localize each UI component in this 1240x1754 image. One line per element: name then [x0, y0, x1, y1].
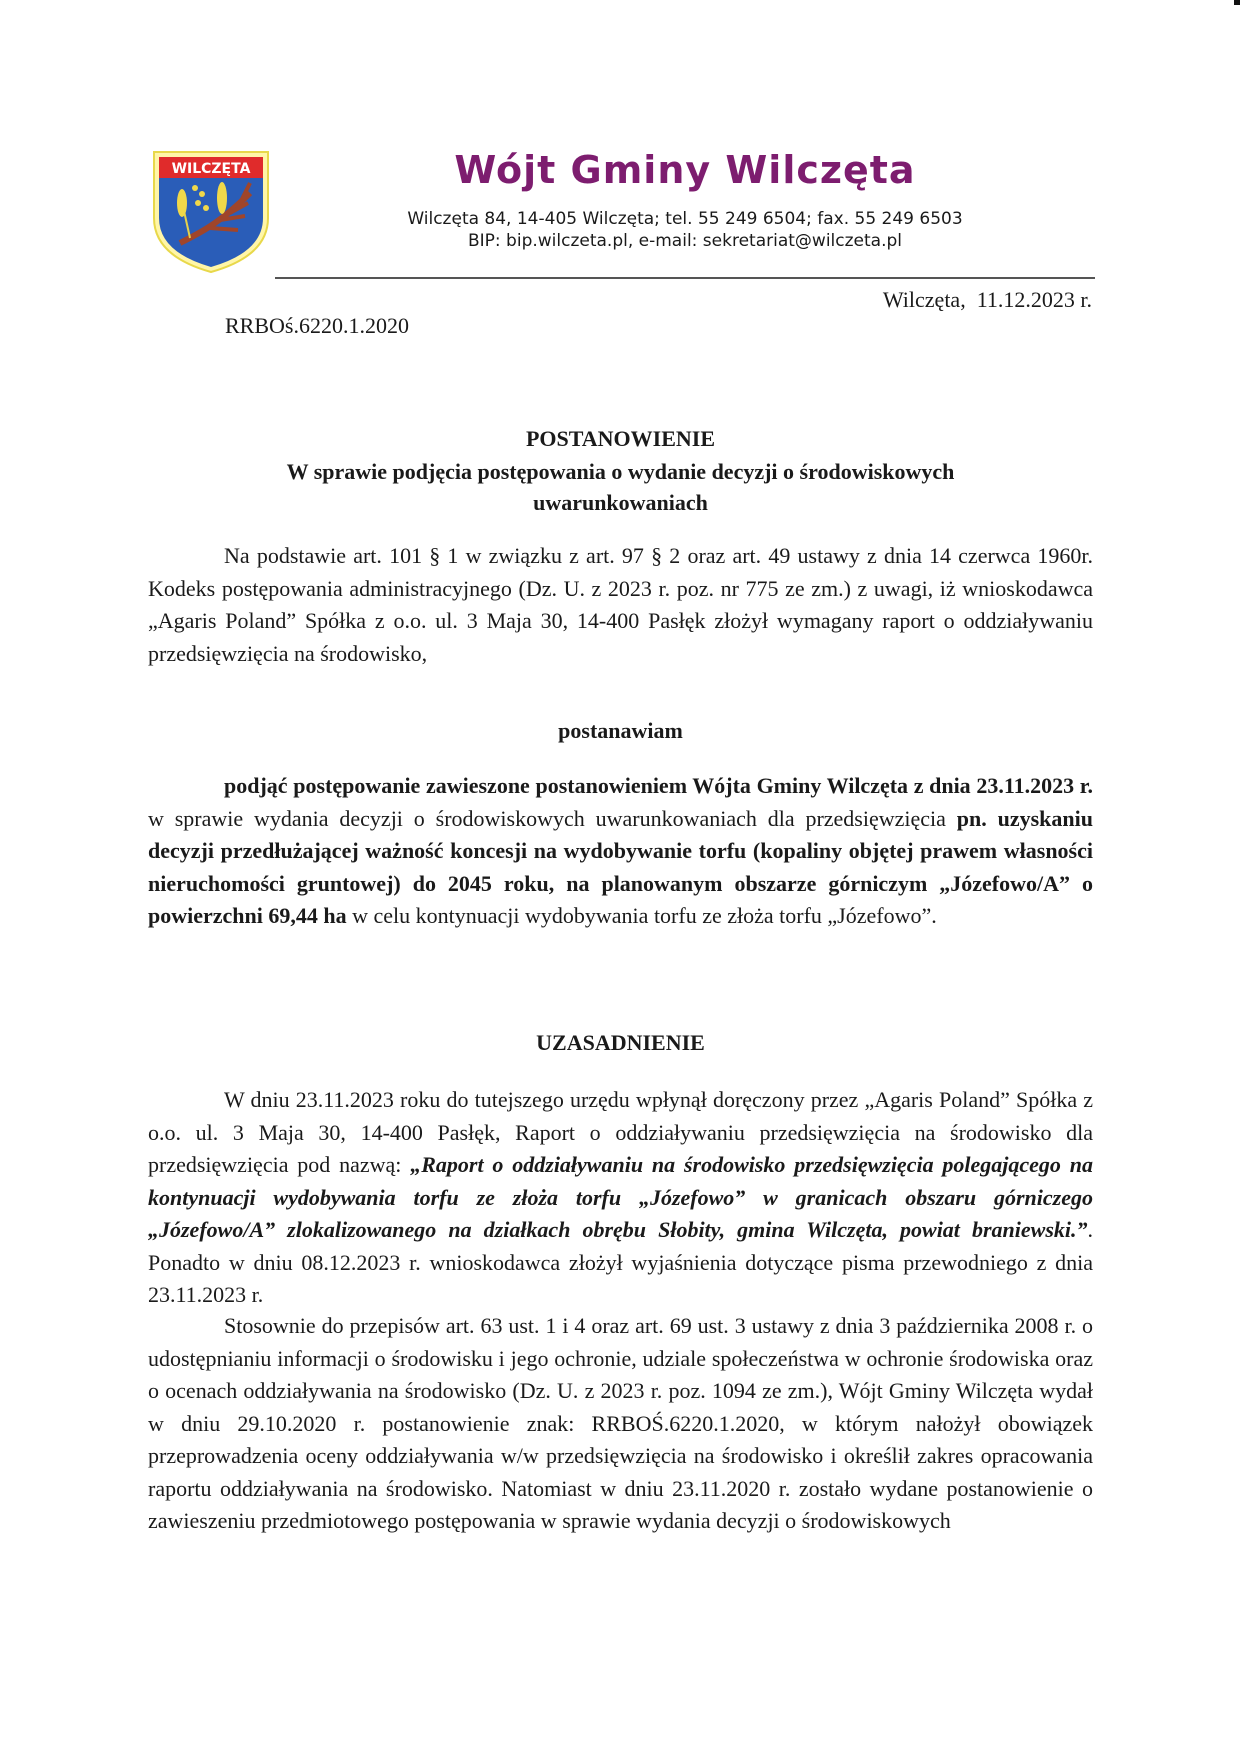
justification-heading: UZASADNIENIE [536, 1030, 705, 1055]
justification-paragraph-1 [148, 1084, 1093, 1312]
justification-1-normal-1: W dniu 23.11.2023 roku do tutejszego urzędu wpłynął doręczony przez „Agaris Poland” Spółka z o.o. ul. 3 Maja 30, 14-400 Pasłęk, Raport o oddziaływaniu przedsięwzięcia na środowisko dla przedsięwzięcia pod nazwą: [148, 1087, 1093, 1177]
decision-subtitle-line-2: uwarunkowaniach [533, 490, 708, 515]
decision-title: POSTANOWIENIE [525, 426, 716, 451]
logo-text: WILCZĘTA [171, 161, 251, 177]
ruling-heading: postanawiam [558, 718, 683, 743]
coat-of-arms-logo [150, 148, 272, 274]
issuer-title: Wójt Gminy Wilczęta [454, 148, 916, 192]
ruling-paragraph [148, 770, 1093, 933]
header-divider [275, 277, 1095, 279]
justification-2-text: Stosownie do przepisów art. 63 ust. 1 i 4 oraz art. 69 ust. 3 ustawy z dnia 3 października 2008 r. o udostępnianiu informacji o środowisku i jego ochronie, udziale społeczeństwa w ochronie środowiska oraz o ocenach oddziaływania na środowisko (Dz. U. z 2023 r. poz. 1094 ze zm.), Wójt Gminy Wilczęta wydał w dniu 29.10.2020 r. postanowienie znak: RRBOŚ.6220.1.2020, w którym nałożył obowiązek przeprowadzenia oceny oddziaływania w/w przedsięwzięcia na środowisko i określił zakres opracowania raportu oddziaływania na środowisko. Natomiast w dniu 23.11.2020 r. zostało wydane postanowienie o zawieszeniu przedmiotowego postępowania w sprawie wydania decyzji o środowiskowych [148, 1313, 1093, 1533]
legal-basis-paragraph [148, 540, 1093, 670]
report-title: „Raport o oddziaływaniu na środowisko przedsięwzięcia polegającego na kontynuacji wydobywania torfu ze złoża torfu „Józefowo” w granicach obszaru górniczego „Józefowo/A” zlokalizowanego na działkach obrębu Słobity, gmina Wilczęta, powiat braniewski.” [148, 1152, 1093, 1242]
issuer-web-email: BIP: bip.wilczeta.pl, e-mail: sekretariat@wilczeta.pl [468, 231, 902, 251]
justification-paragraph-2 [148, 1310, 1093, 1538]
issuer-address: Wilczęta 84, 14-405 Wilczęta; tel. 55 249 6504; fax. 55 249 6503 [407, 209, 963, 229]
place-and-date: Wilczęta, 11.12.2023 r. [882, 287, 1092, 312]
ruling-bold-1: podjąć postępowanie zawieszone postanowieniem Wójta Gminy Wilczęta z dnia 23.11.2023 r. [224, 773, 1093, 798]
ruling-bold-2: pn. uzyskaniu decyzji przedłużającej ważność koncesji na wydobywanie torfu (kopaliny objętej prawem własności nieruchomości gruntowej) do 2045 roku, na planowanym obszarze górniczym „Józefowo/A” o powierzchni 69,44 ha [148, 805, 1093, 928]
ruling-normal-2: w celu kontynuacji wydobywania torfu ze złoża torfu „Józefowo”. [346, 903, 937, 928]
justification-1-normal-2: . Ponadto w dniu 08.12.2023 r. wnioskodawca złożył wyjaśnienia dotyczące pisma przewodniego z dnia 23.11.2023 r. [148, 1217, 1093, 1307]
ruling-normal-1: w sprawie wydania decyzji o środowiskowych uwarunkowaniach dla przedsięwzięcia [148, 805, 957, 831]
legal-basis-text: Na podstawie art. 101 § 1 w związku z art. 97 § 2 oraz art. 49 ustawy z dnia 14 czerwca 1960r. Kodeks postępowania administracyjnego (Dz. U. z 2023 r. poz. nr 775 ze zm.) z uwagi, iż wnioskodawca „Agaris Poland” Spółka z o.o. ul. 3 Maja 30, 14-400 Pasłęk złożył wymagany raport o oddziaływaniu przedsięwzięcia na środowisko, [148, 543, 1093, 666]
decision-subtitle [148, 456, 1093, 518]
decision-subtitle-line-1: W sprawie podjęcia postępowania o wydanie decyzji o środowiskowych [286, 459, 955, 484]
scan-corner-mark [1234, 0, 1240, 5]
reference-number: RRBOś.6220.1.2020 [225, 313, 409, 338]
